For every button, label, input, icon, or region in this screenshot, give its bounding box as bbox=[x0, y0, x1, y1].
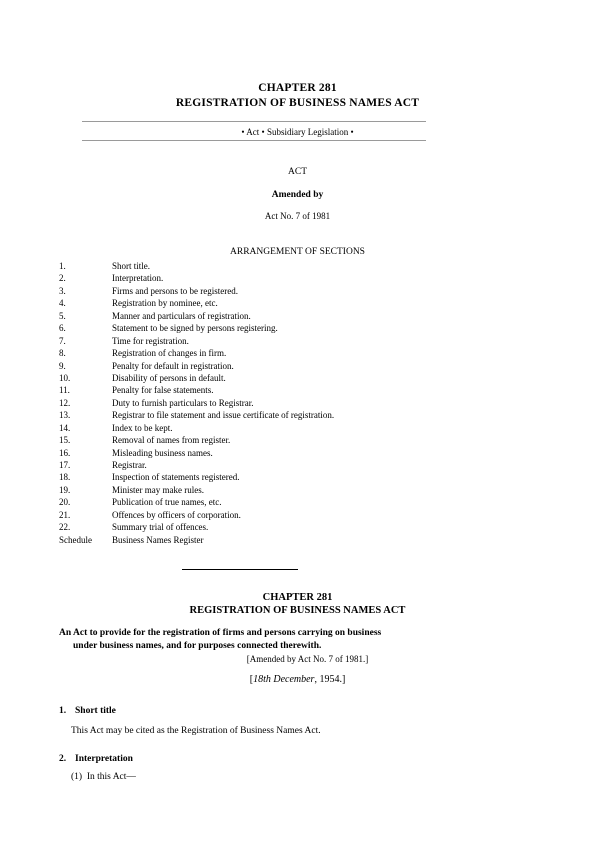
section-1-number: 1. bbox=[59, 706, 67, 716]
amended-by-label: Amended by bbox=[271, 190, 324, 200]
subsidiary-legislation-link[interactable]: Subsidiary Legislation bbox=[266, 127, 349, 137]
section-number: Schedule bbox=[59, 534, 92, 545]
section-number: 11. bbox=[59, 385, 70, 396]
section-link[interactable]: Duty to furnish particulars to Registrar. bbox=[112, 397, 254, 408]
section-number: 4. bbox=[59, 298, 66, 309]
section-link[interactable]: Summary trial of offences. bbox=[112, 522, 209, 533]
section-link[interactable]: Manner and particulars of registration. bbox=[112, 310, 251, 321]
commencement-date bbox=[0, 674, 595, 685]
section-link[interactable]: Offences by officers of corporation. bbox=[112, 509, 241, 520]
body-chapter-heading: CHAPTER 281 bbox=[262, 592, 333, 603]
section-number: 7. bbox=[59, 335, 66, 346]
section-number: 9. bbox=[59, 360, 66, 371]
section-number: 16. bbox=[59, 447, 71, 458]
section-2-heading bbox=[59, 754, 133, 764]
subsection-number: (1) bbox=[71, 772, 83, 782]
section-number: 13. bbox=[59, 410, 71, 421]
section-number: 10. bbox=[59, 372, 71, 383]
long-title-line2: under business names, and for purposes connected therewith. bbox=[73, 640, 322, 651]
section-number: 15. bbox=[59, 435, 71, 446]
section-link[interactable]: Removal of names from register. bbox=[112, 435, 231, 446]
section-link[interactable]: Registrar to file statement and issue certificate of registration. bbox=[112, 410, 335, 421]
section-link[interactable]: Registration by nominee, etc. bbox=[112, 298, 218, 309]
act-title-heading: REGISTRATION OF BUSINESS NAMES ACT bbox=[175, 97, 420, 109]
arrangement-heading: ARRANGEMENT OF SECTIONS bbox=[230, 247, 365, 257]
section-link[interactable]: Misleading business names. bbox=[112, 447, 213, 458]
body-act-title: REGISTRATION OF BUSINESS NAMES ACT bbox=[189, 605, 406, 616]
section-number: 17. bbox=[59, 460, 71, 470]
section-number: 6. bbox=[59, 323, 66, 334]
section-number: 2. bbox=[59, 273, 66, 284]
date-rest: , 1954.] bbox=[314, 674, 346, 685]
section-number: 19. bbox=[59, 484, 71, 495]
amended-note: [Amended by Act No. 7 of 1981.] bbox=[246, 654, 369, 664]
act-link[interactable]: Act bbox=[246, 127, 260, 137]
section-link[interactable]: Publication of true names, etc. bbox=[112, 497, 222, 508]
section-link[interactable]: Registrar. bbox=[112, 460, 147, 470]
section-1-text: This Act may be cited as the Registration of Business Names Act. bbox=[71, 726, 321, 736]
section-number: 1. bbox=[59, 261, 66, 271]
divider-top bbox=[82, 121, 426, 122]
long-title-line1: An Act to provide for the registration of firms and persons carrying on business bbox=[59, 628, 382, 638]
section-link[interactable]: Statement to be signed by persons registering. bbox=[112, 323, 278, 334]
section-link[interactable]: Registration of changes in firm. bbox=[112, 348, 227, 359]
section-link[interactable]: Interpretation. bbox=[112, 273, 164, 284]
nav-bullet: • bbox=[241, 127, 245, 137]
section-2-subsection-1 bbox=[71, 772, 136, 782]
act-label: ACT bbox=[288, 167, 307, 177]
separator-rule bbox=[182, 569, 298, 570]
section-2-title: Interpretation bbox=[75, 754, 133, 764]
section-number: 8. bbox=[59, 348, 66, 359]
section-number: 22. bbox=[59, 522, 71, 533]
date-day: 18th December bbox=[253, 674, 315, 685]
amending-act[interactable]: Act No. 7 of 1981 bbox=[264, 211, 331, 221]
section-number: 12. bbox=[59, 397, 71, 408]
section-number: 18. bbox=[59, 472, 71, 483]
section-link[interactable]: Index to be kept. bbox=[112, 422, 173, 433]
section-link[interactable]: Minister may make rules. bbox=[112, 484, 204, 495]
section-number: 21. bbox=[59, 509, 71, 520]
section-link[interactable]: Business Names Register bbox=[112, 534, 204, 545]
divider-bottom bbox=[82, 140, 426, 141]
section-number: 3. bbox=[59, 285, 66, 296]
section-link[interactable]: Penalty for false statements. bbox=[112, 385, 214, 396]
long-title bbox=[59, 627, 459, 652]
section-number: 5. bbox=[59, 310, 66, 321]
section-number: 20. bbox=[59, 497, 71, 508]
nav-bullet: • bbox=[350, 127, 354, 137]
section-link[interactable]: Firms and persons to be registered. bbox=[112, 285, 238, 296]
chapter-heading: CHAPTER 281 bbox=[258, 82, 337, 94]
section-link[interactable]: Disability of persons in default. bbox=[112, 372, 226, 383]
section-link[interactable]: Time for registration. bbox=[112, 335, 189, 346]
section-link[interactable]: Inspection of statements registered. bbox=[112, 472, 240, 483]
section-link[interactable]: Penalty for default in registration. bbox=[112, 360, 234, 371]
nav-bullet: • bbox=[261, 127, 265, 137]
subsection-text: In this Act— bbox=[86, 772, 136, 782]
section-1-title: Short title bbox=[75, 706, 116, 716]
section-1-heading bbox=[59, 706, 116, 716]
nav-links bbox=[0, 127, 595, 137]
section-link[interactable]: Short title. bbox=[112, 261, 150, 271]
section-number: 14. bbox=[59, 422, 71, 433]
date-open-bracket: [ bbox=[249, 674, 254, 685]
section-2-number: 2. bbox=[59, 754, 67, 764]
